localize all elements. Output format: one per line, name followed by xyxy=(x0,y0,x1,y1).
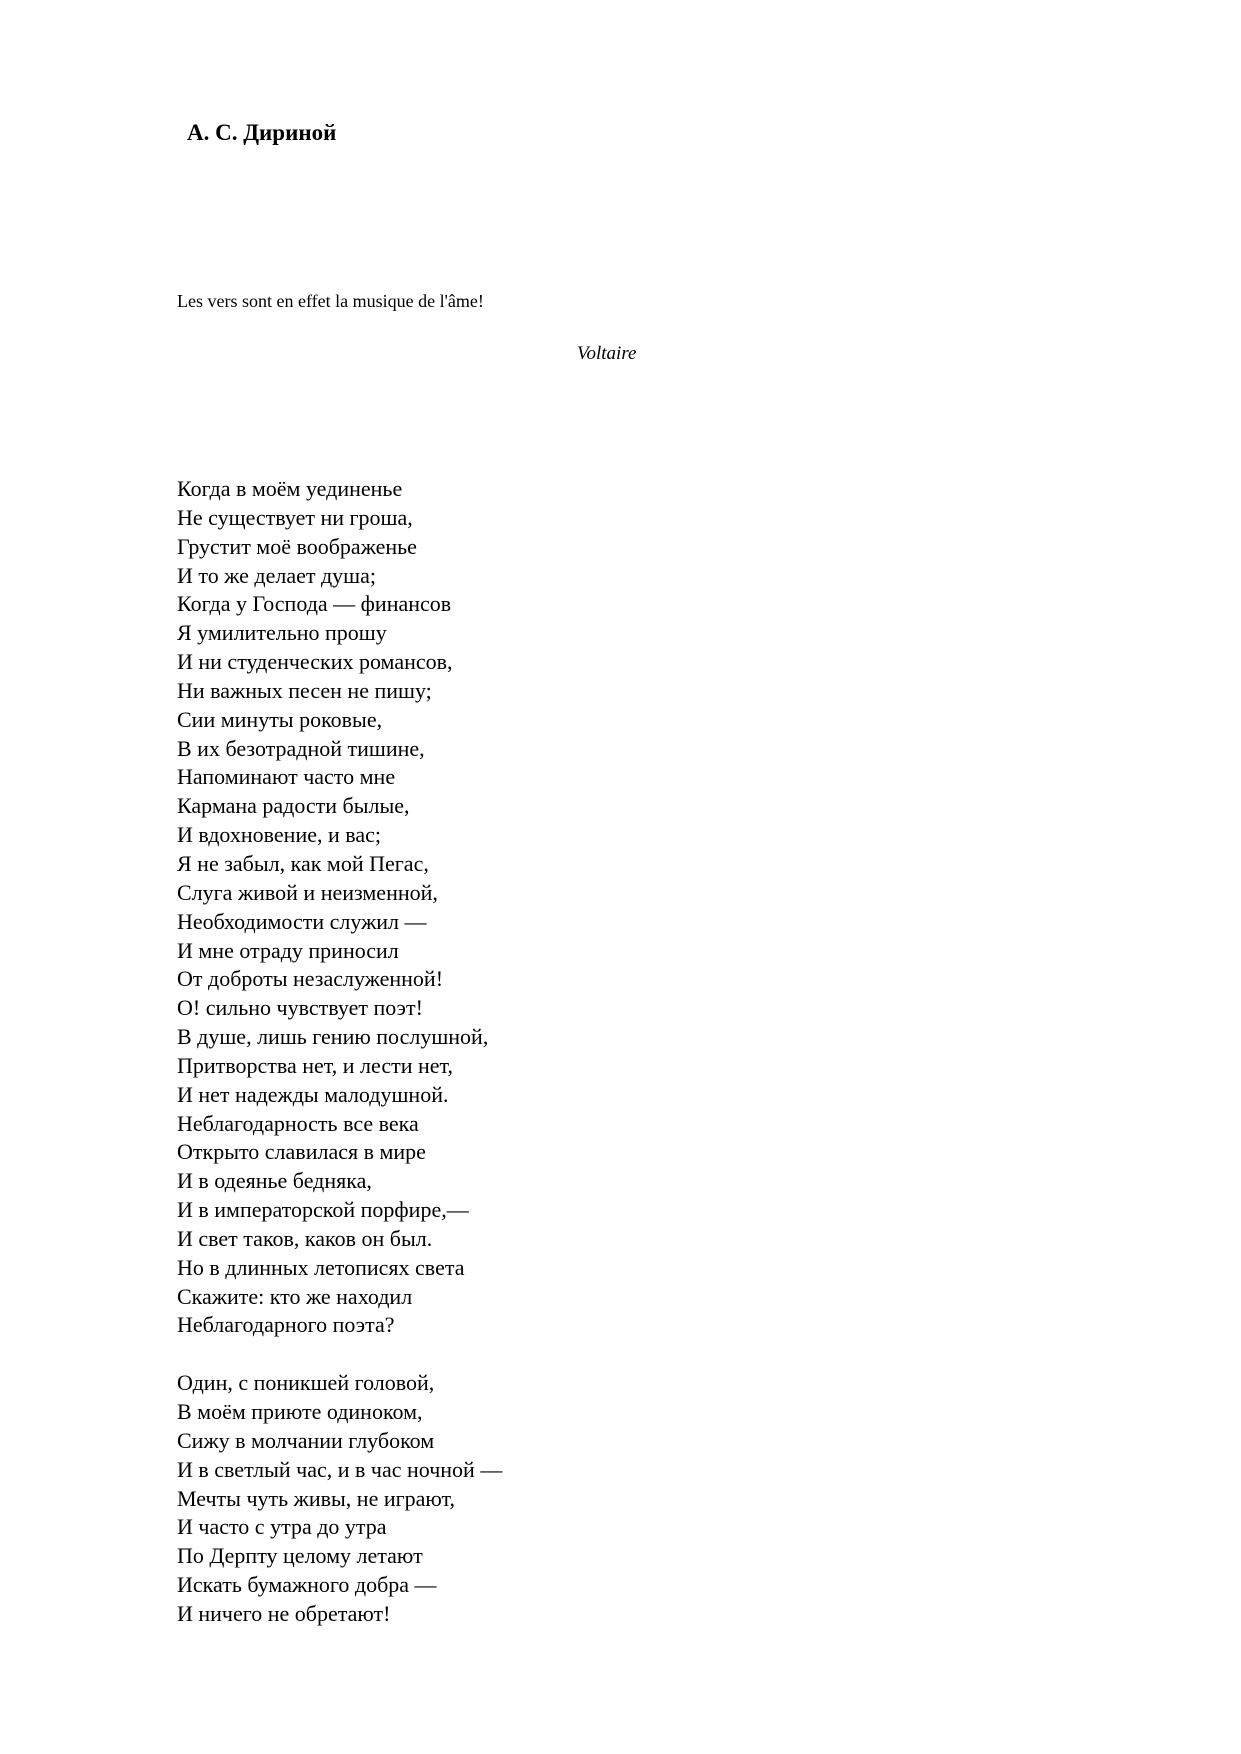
poem-line: И в одеянье бедняка, xyxy=(177,1168,372,1194)
poem-line: И часто с утра до утра xyxy=(177,1514,387,1540)
poem-line: И мне отраду приносил xyxy=(177,937,399,963)
poem-line: И ни студенческих романсов, xyxy=(177,649,453,675)
poem-line: Сижу в молчании глубоком xyxy=(177,1427,435,1453)
poem-line: Не существует ни гроша, xyxy=(177,504,413,530)
poem-line: О! сильно чувствует поэт! xyxy=(177,995,423,1021)
poem-line: И в светлый час, и в час ночной — xyxy=(177,1456,503,1482)
poem-line: Необходимости служил — xyxy=(177,908,427,934)
poem-line: Сии минуты роковые, xyxy=(177,706,383,732)
poem-line: Я не забыл, как мой Пегас, xyxy=(177,850,429,876)
poem-line: От доброты незаслуженной! xyxy=(177,966,444,992)
epigraph-text: Les vers sont en effet la musique de l'âme! xyxy=(177,291,484,311)
poem-stanza xyxy=(177,475,877,1340)
poem-line: Мечты чуть живы, не играют, xyxy=(177,1485,456,1511)
poem-line: Но в длинных летописях света xyxy=(177,1254,465,1280)
poem-line: И вдохновение, и вас; xyxy=(177,822,381,848)
poem-line: В душе, лишь гению послушной, xyxy=(177,1024,489,1050)
poem-line: Грустит моё воображенье xyxy=(177,533,417,559)
poem-line: И нет надежды малодушной. xyxy=(177,1081,449,1107)
poem-line: Я умилительно прошу xyxy=(177,620,387,646)
page-title: А. С. Дириной xyxy=(187,120,337,145)
poem-line: Один, с поникшей головой, xyxy=(177,1370,435,1396)
poem-line: Неблагодарность все века xyxy=(177,1110,419,1136)
poem-line: По Дерпту целому летают xyxy=(177,1543,423,1569)
poem-stanza xyxy=(177,1369,877,1629)
poem-line: Открыто славилася в мире xyxy=(177,1139,426,1165)
epigraph-author: Voltaire xyxy=(577,343,637,364)
poem-line: Ни важных песен не пишу; xyxy=(177,677,432,703)
poem-line: Кармана радости былые, xyxy=(177,793,410,819)
poem-line: Когда в моём уединенье xyxy=(177,476,403,501)
poem-line: И свет таков, каков он был. xyxy=(177,1225,433,1251)
poem-line: Слуга живой и неизменной, xyxy=(177,879,438,905)
poem-line: Искать бумажного добра — xyxy=(177,1572,437,1598)
poem-line: Притворства нет, и лести нет, xyxy=(177,1052,453,1078)
poem-line: Неблагодарного поэта? xyxy=(177,1312,395,1338)
poem-line: Скажите: кто же находил xyxy=(177,1283,413,1309)
poem-line: И в императорской порфире,— xyxy=(177,1197,469,1223)
poem-line: В моём приюте одиноком, xyxy=(177,1399,423,1424)
poem-line: И ничего не обретают! xyxy=(177,1600,391,1626)
poem-line: В их безотрадной тишине, xyxy=(177,735,425,761)
poem-line: Когда у Господа — финансов xyxy=(177,591,452,617)
poem-body xyxy=(177,475,877,1629)
poem-line: И то же делает душа; xyxy=(177,562,376,588)
poem-line: Напоминают часто мне xyxy=(177,764,396,790)
